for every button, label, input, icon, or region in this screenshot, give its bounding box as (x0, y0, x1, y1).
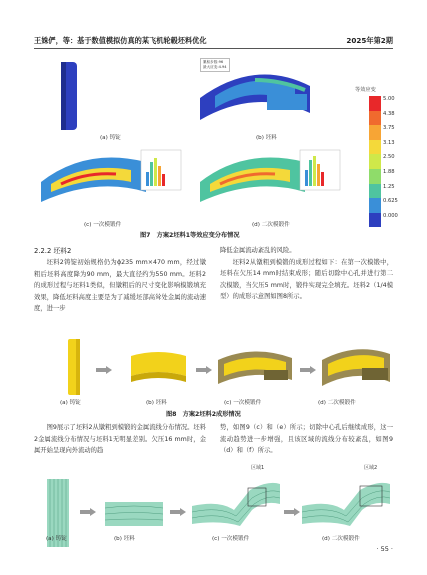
running-header (34, 36, 393, 46)
fig8-arrow-3 (300, 366, 316, 374)
scale-label: 5.00 (383, 96, 395, 102)
fig9-caption-c: (c) 一次模锻件 (212, 536, 250, 542)
fig7-d-second-forging (195, 142, 345, 212)
scale-label: 0.625 (383, 198, 398, 205)
fig8-title: 图8 方案2坯料2成形情况 (166, 411, 241, 418)
fig9-arrow-2 (170, 508, 186, 516)
fig9-arrow-3 (284, 508, 300, 516)
fig8-caption-a: (a) 铸锭 (60, 400, 81, 406)
fig7-title: 图7 方案2坯料1等效应变分布情况 (140, 232, 240, 239)
legend-title: 等效应变 (355, 87, 376, 93)
scale-swatch (369, 154, 381, 169)
header-issue: 2025年第2期 (346, 36, 393, 45)
scale-label: 4.38 (383, 110, 395, 117)
text1-left: 坯料2铸锭初始规格仍为ϕ235 mm×470 mm，经过镦粗后坯料高度降为90 mm，最大直径约为550 mm。坯料2的成形过程与坯料1类似，但镦粗后的尺寸变化影响模锻填充效果，降低坯料高度主要是为了减缓坯部高耸处金属的流动速度，进一步 (34, 259, 206, 313)
scale-swatch (369, 198, 381, 213)
fig7-caption-d: (d) 二次模锻件 (252, 222, 290, 228)
strain-color-scale (369, 96, 381, 216)
scale-label: 2.50 (383, 154, 395, 161)
zone1-label: 区域1 (251, 465, 265, 471)
fig8-caption-d: (d) 二次模锻件 (318, 400, 356, 406)
text2-right: 势，如图9（c）和（e）所示；切除中心孔后继续成形，这一流动趋势进一步增强，且该区域的流线分布较紊乱，如图9（d）和（f）所示。 (220, 424, 393, 455)
scale-swatch (369, 125, 381, 140)
fig7-caption-b: (b) 坯料 (256, 135, 277, 141)
fig8-caption-b: (b) 坯料 (146, 400, 167, 406)
header-title: 王姝俨，等：基于数值模拟仿真的某飞机轮毂坯料优化 (34, 36, 207, 45)
scale-swatch (369, 111, 381, 126)
fig7-caption-a: (a) 铸锭 (100, 135, 121, 141)
text1-right: 降低金属流动紊乱的风险。 坯料2从镦粗到模锻的成形过程如下：在第一次模锻中，坯料在欠压14 mm时结束成形；随后切除中心孔并进行第二次模锻，当欠压5 mm时，锻件实现完全填充。坯料2（1/4模型）的成形示意图如图8所示。 (220, 247, 393, 301)
scale-swatch (369, 96, 381, 111)
text2-left: 图9展示了坯料2从镦粗到模锻的金属流线分布情况。坯料2金属流线分布情况与坯料1无明显差别。欠压16 mm时，金属开始呈现向外流动的趋 (34, 424, 206, 455)
fig7-b-info: 累积步数:96 最大应变:4.94 (200, 58, 230, 72)
fig9-arrow-1 (80, 508, 96, 516)
fig8-arrow-1 (96, 366, 112, 374)
fig8-a-ingot (66, 338, 84, 396)
fig8-b-billet (128, 346, 190, 386)
fig7-caption-c: (c) 一次模锻件 (84, 222, 122, 228)
fig8-c-first-forging (214, 340, 296, 390)
scale-label: 0.000 (383, 212, 398, 219)
fig9-caption-a: (a) 铸锭 (46, 536, 67, 542)
fig8-arrow-2 (196, 366, 212, 374)
fig9-caption-b: (b) 坯料 (114, 536, 135, 542)
scale-label: 3.13 (383, 139, 395, 146)
fig9-c-first-forging-flowlines (190, 470, 282, 536)
scale-swatch (369, 169, 381, 184)
fig8-d-second-forging (318, 338, 394, 390)
scale-label: 1.88 (383, 169, 395, 175)
fig9-caption-d: (d) 二次模锻件 (322, 536, 360, 542)
scale-label: 3.75 (383, 125, 395, 132)
fig9-d-second-forging-flowlines (300, 470, 392, 536)
scale-swatch (369, 184, 381, 199)
scale-swatch (369, 140, 381, 155)
fig7-c-first-forging (36, 142, 186, 212)
section-heading: 2.2.2 坯料2 (34, 247, 72, 255)
scale-label: 1.25 (383, 183, 395, 190)
scale-swatch (369, 213, 381, 228)
fig9-b-billet-flowlines (104, 498, 164, 530)
fig7-a-ingot (58, 60, 80, 132)
header-rule (34, 48, 393, 49)
zone2-label: 区域2 (364, 465, 378, 471)
fig8-caption-c: (c) 一次模锻件 (224, 400, 262, 406)
page-number: · 55 · (376, 545, 393, 553)
